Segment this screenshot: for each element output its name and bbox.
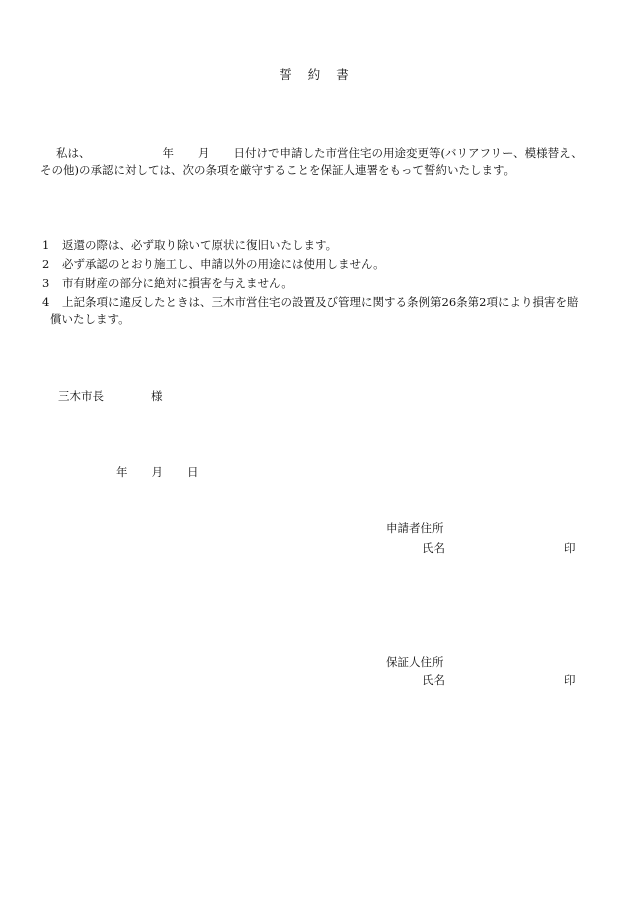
intro-text-2: 日付けで申請した市営住宅の用途変更等(バリアフリー、模様替え、: [233, 146, 583, 160]
applicant-name-label: 氏名: [422, 541, 445, 555]
condition-item: [42, 237, 602, 254]
title-char: 約: [307, 67, 323, 82]
guarantor-address-label: 保証人住所: [386, 655, 444, 669]
addressee: [58, 388, 163, 405]
title-char: 書: [336, 67, 351, 82]
document-title: [0, 66, 630, 83]
condition-text: 返還の際は、必ず取り除いて原状に復旧いたします。: [62, 238, 338, 252]
intro-text-3: その他)の承認に対しては、次の条項を厳守することを保証人連署をもって誓約いたします。: [40, 163, 516, 177]
addressee-name: 三木市長: [58, 389, 104, 403]
condition-item: [42, 275, 602, 292]
condition-number: 1: [42, 238, 50, 252]
date-year: 年: [116, 465, 128, 479]
condition-number: 4: [42, 295, 50, 309]
condition-number: 2: [42, 257, 50, 271]
intro-year: 年: [162, 146, 174, 160]
date-day: 日: [187, 465, 199, 479]
applicant-seal: 印: [564, 541, 576, 555]
applicant-address-label: 申請者住所: [386, 521, 444, 535]
intro-paragraph: [42, 145, 602, 179]
intro-month: 月: [198, 146, 210, 160]
condition-text: 必ず承認のとおり施工し、申請以外の用途には使用しません。: [62, 257, 385, 271]
condition-text: 上記条項に違反したときは、三木市営住宅の設置及び管理に関する条例第26条第2項により損害を賠: [62, 295, 579, 309]
condition-item: [42, 294, 602, 328]
date-line: [116, 464, 199, 481]
intro-text-1: 私は、: [56, 146, 91, 160]
guarantor-seal: 印: [564, 673, 576, 687]
date-month: 月: [151, 465, 163, 479]
condition-text: 市有財産の部分に絶対に損害を与えません。: [62, 276, 293, 290]
condition-number: 3: [42, 276, 50, 290]
condition-item: [42, 256, 602, 273]
guarantor-name-label: 氏名: [422, 673, 445, 687]
title-char: 誓: [279, 67, 294, 82]
condition-text-continued: 償いたします。: [50, 312, 130, 326]
addressee-honorific: 様: [151, 389, 163, 403]
